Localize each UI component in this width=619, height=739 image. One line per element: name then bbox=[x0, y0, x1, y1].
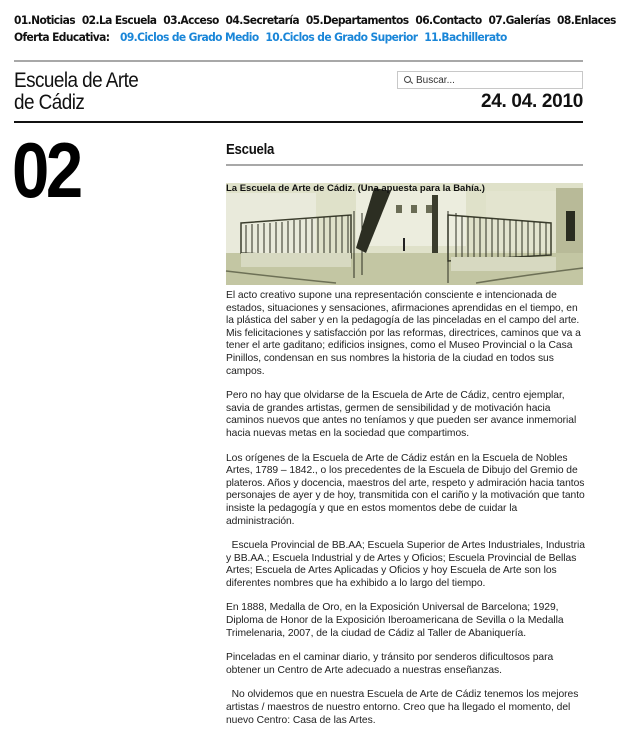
photo-caption: La Escuela de Arte de Cádiz. (Una apuesta para la Bahía.) bbox=[226, 183, 485, 194]
education-nav-label: Oferta Educativa: bbox=[14, 30, 110, 44]
article-paragraph: No olvidemos que en nuestra Escuela de Arte de Cádiz tenemos los mejores artistas / maestros de nuestro entorno. Creo que ha llegado el momento, del nuevo Centro: Casa de las Artes. bbox=[226, 689, 582, 726]
article-paragraph: En 1888, Medalla de Oro, en la Exposición Universal de Barcelona; 1929, Diploma de Honor de la Exposición Iberoamericana de Sevilla o la Medalla Trimelenaria, 2007, de la ciudad de Cádiz al Taller de Abaniquería. bbox=[226, 602, 564, 639]
nav-link-contacto[interactable]: 06.Contacto bbox=[415, 13, 482, 27]
current-date: 24. 04. 2010 bbox=[480, 91, 583, 112]
article-paragraph: El acto creativo supone una representación consciente e intencionada de estados, situaciones y sensaciones, afirmaciones aprendidas en el tiempo, en la plástica del saber y en la pedagogía de las pinceladas en el campo del arte. Mis felicitaciones y satisfacción por las reformas, directrices, caminos que va a tener el arte gaditano; edificios insignes, como el Museo Provincial o la Casa Pinillos, condensan en sus nombres la historia de la ciudad en todos sus campos. bbox=[226, 290, 581, 377]
education-nav bbox=[14, 30, 510, 44]
section-divider bbox=[226, 164, 583, 166]
primary-nav bbox=[14, 13, 619, 27]
article-paragraph: Pero no hay que olvidarse de la Escuela de Arte de Cádiz, centro ejemplar, savia de grandes artistas, germen de sensibilidad y de motivación hacia caminos nuevos que antes no teníamos y que pueden ser avance inmemorial hacia nuevas metas en la sociedad que compartimos. bbox=[226, 390, 577, 439]
nav-link-ciclos-grado-medio[interactable]: 09.Ciclos de Grado Medio bbox=[119, 30, 259, 44]
photo-pole bbox=[432, 195, 438, 253]
nav-link-galerias[interactable]: 07.Galerías bbox=[488, 13, 551, 27]
article-paragraph: Pinceladas en el caminar diario, y tránsito por senderos dificultosos para obtener un Centro de Arte adecuado a nuestras enseñanzas. bbox=[226, 652, 554, 676]
photo-left-building bbox=[226, 193, 316, 253]
section-heading: Escuela bbox=[226, 141, 275, 158]
header-top-divider bbox=[14, 60, 583, 62]
school-photo-illustration bbox=[226, 183, 583, 285]
site-title[interactable] bbox=[14, 70, 138, 114]
header-bottom-divider bbox=[14, 121, 583, 123]
site-title-line2: de Cádiz bbox=[14, 91, 85, 114]
nav-link-secretaria[interactable]: 04.Secretaría bbox=[225, 13, 299, 27]
nav-link-noticias[interactable]: 01.Noticias bbox=[14, 13, 75, 27]
nav-link-ciclos-grado-superior[interactable]: 10.Ciclos de Grado Superior bbox=[265, 30, 418, 44]
nav-link-enlaces[interactable]: 08.Enlaces bbox=[557, 13, 616, 27]
school-photo bbox=[226, 183, 583, 285]
search-input[interactable] bbox=[416, 75, 576, 86]
photo-right-wall bbox=[451, 257, 556, 271]
section-number: 02 bbox=[12, 126, 80, 214]
nav-link-acceso[interactable]: 03.Acceso bbox=[163, 13, 219, 27]
nav-link-la-escuela[interactable]: 02.La Escuela bbox=[81, 13, 157, 27]
nav-link-departamentos[interactable]: 05.Departamentos bbox=[305, 13, 409, 27]
search-icon bbox=[404, 76, 412, 84]
search-box[interactable] bbox=[397, 71, 583, 89]
article-paragraph: Los orígenes de la Escuela de Arte de Cádiz están en la Escuela de Nobles Artes, 1789 – 1842., o los precedentes de la Escuela de Dibujo del Gremio de plateros. Años y docencia, maestros del arte, respeto y admiración hacia tantos personajes de ayer y de hoy, transmitida con el cariño y la motivación que tanto insiste la pedagogía y que en estos momentos debe de cuidar la administración. bbox=[226, 452, 585, 527]
article-body bbox=[226, 290, 586, 739]
article-paragraph: Escuela Provincial de BB.AA; Escuela Superior de Artes Industriales, Industria y BB.AA.; Escuela Industrial y de Artes y Oficios; Escuela Provincial de Bellas Artes; Escuela de Artes Aplicadas y Oficios y hoy Escuela de Arte son los diferentes nombres que ha exhibido a lo largo del tiempo. bbox=[226, 540, 588, 589]
nav-link-bachillerato[interactable]: 11.Bachillerato bbox=[424, 30, 507, 44]
site-title-line1: Escuela de Arte bbox=[14, 69, 139, 92]
photo-left-wall bbox=[241, 253, 351, 267]
